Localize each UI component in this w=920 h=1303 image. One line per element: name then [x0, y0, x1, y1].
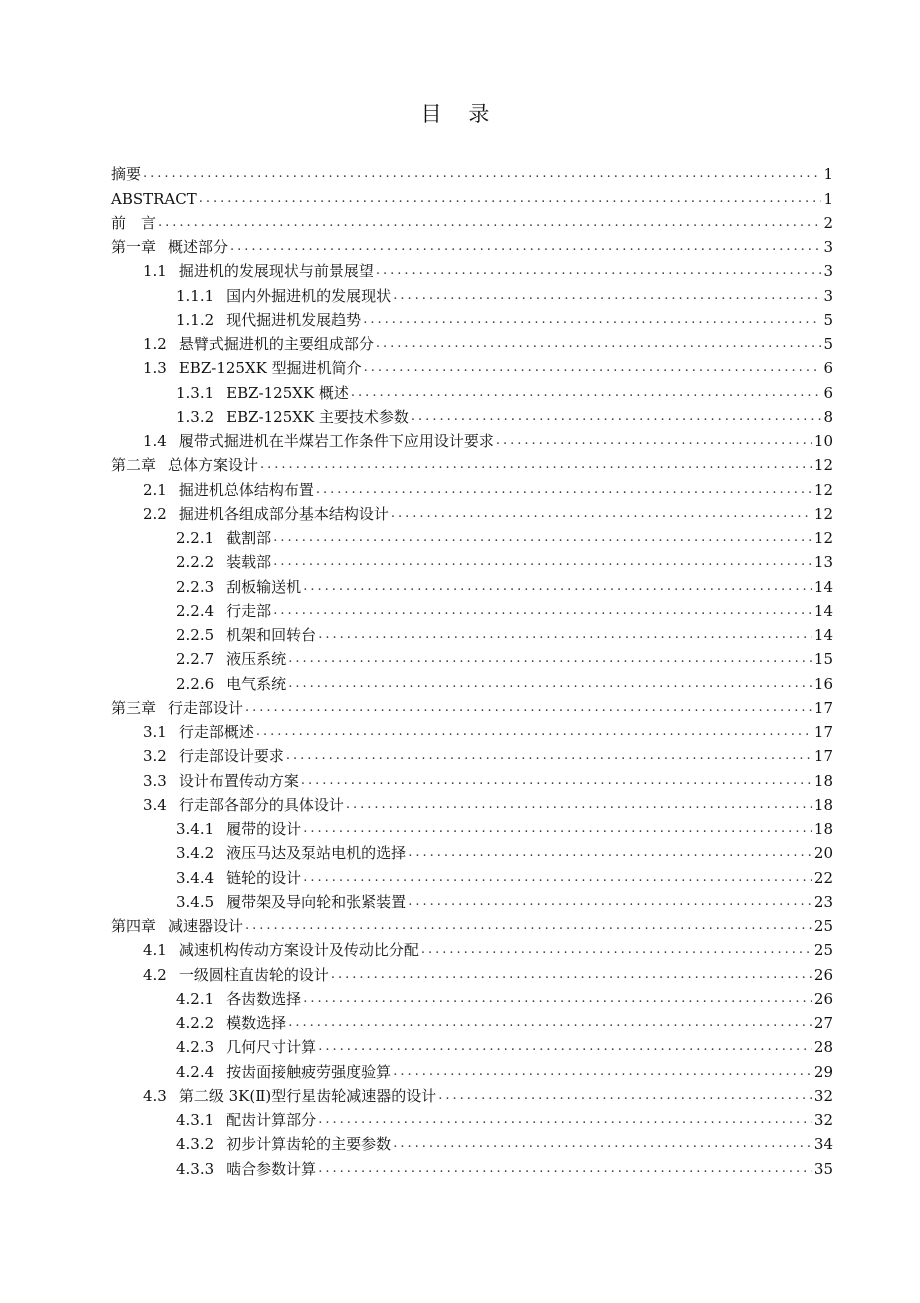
toc-entry-number: 第三章 — [111, 698, 157, 717]
toc-entry[interactable] — [111, 354, 833, 378]
toc-entry-label: 设计布置传动方案 — [178, 771, 299, 790]
toc-entry[interactable] — [111, 888, 833, 912]
toc-entry[interactable] — [111, 863, 833, 887]
toc-entry-number: 3.2 — [143, 747, 167, 766]
toc-entry-number: 3.4 — [143, 795, 167, 814]
toc-entry[interactable] — [111, 766, 833, 790]
toc-entry-number: 第二章 — [111, 456, 157, 475]
dot-leader — [393, 1062, 812, 1082]
toc-entry-page: 29 — [813, 1062, 833, 1081]
toc-entry-number: 2.2.3 — [176, 577, 215, 596]
toc-entry-number: 第一章 — [111, 238, 157, 256]
toc-title: 目 录 — [420, 102, 500, 126]
toc-entry[interactable] — [111, 791, 833, 815]
toc-entry-page: 26 — [813, 965, 833, 984]
toc-entry-number: 4.3.2 — [176, 1135, 215, 1154]
toc-entry[interactable] — [111, 1009, 833, 1033]
dot-leader — [363, 310, 821, 330]
dot-leader — [318, 1159, 812, 1179]
toc-entry[interactable] — [111, 694, 833, 718]
toc-entry-page: 26 — [813, 989, 833, 1008]
toc-entry-page: 22 — [813, 868, 833, 887]
toc-entry-number: 2.2.4 — [176, 601, 215, 620]
dot-leader — [303, 989, 812, 1009]
dot-leader — [256, 722, 812, 742]
toc-entry-label: 啮合参数计算 — [226, 1159, 317, 1178]
toc-entry-page: 25 — [813, 917, 833, 935]
toc-entry-number: 3.1 — [143, 723, 167, 741]
toc-entry-label: 现代掘进机发展趋势 — [226, 310, 362, 329]
toc-entry-label: 截割部 — [226, 529, 272, 547]
dot-leader — [288, 674, 812, 694]
toc-entry[interactable] — [111, 1033, 833, 1057]
toc-entry-label: 概述部分 — [168, 238, 229, 256]
toc-entry-number: 4.2.1 — [176, 989, 215, 1008]
toc-entry-number: 4.1 — [143, 941, 167, 960]
dot-leader — [391, 504, 812, 524]
toc-entry-number: 1.4 — [143, 432, 167, 450]
toc-entry-page: 3 — [823, 262, 833, 281]
toc-entry-label: 减速器设计 — [168, 917, 244, 935]
toc-entry[interactable] — [111, 742, 833, 766]
toc-entry-page: 12 — [813, 480, 833, 499]
dot-leader — [288, 649, 812, 669]
dot-leader — [143, 164, 821, 184]
toc-entry-page: 18 — [813, 820, 833, 838]
dot-leader — [273, 601, 812, 621]
dot-leader — [408, 892, 812, 912]
toc-entry-label: 各齿数选择 — [226, 989, 302, 1008]
toc-entry-page: 34 — [813, 1135, 833, 1154]
toc-entry-page: 13 — [813, 553, 833, 572]
toc-entry-label: 前 言 — [111, 213, 157, 232]
dot-leader — [245, 698, 812, 718]
toc-entry[interactable] — [111, 548, 833, 572]
toc-entry[interactable] — [111, 475, 833, 499]
toc-entry-label: 初步计算齿轮的主要参数 — [226, 1135, 392, 1154]
dot-leader — [230, 237, 821, 257]
toc-entry-number: 3.4.5 — [176, 892, 215, 911]
toc-entry-label: 行走部 — [226, 601, 272, 620]
toc-entry-page: 10 — [813, 432, 833, 450]
toc-entry-page: 6 — [823, 359, 833, 378]
toc-entry-label: 行走部各部分的具体设计 — [178, 795, 344, 814]
dot-leader — [408, 843, 812, 863]
toc-entry[interactable] — [111, 1057, 833, 1081]
dot-leader — [303, 868, 812, 888]
dot-leader — [288, 1013, 812, 1033]
dot-leader — [376, 261, 822, 281]
toc-entry-label: EBZ-125XK 主要技术参数 — [226, 407, 409, 426]
toc-entry-label: 液压马达及泵站电机的选择 — [226, 844, 407, 863]
dot-leader — [158, 213, 821, 233]
toc-entry[interactable] — [111, 718, 833, 742]
toc-entry-page: 3 — [823, 238, 833, 256]
toc-entry-number: 2.2.6 — [176, 674, 215, 693]
toc-entry-number: 4.2.4 — [176, 1062, 215, 1081]
dot-leader — [303, 819, 812, 839]
toc-entry-page: 1 — [823, 189, 833, 208]
toc-entry[interactable] — [111, 160, 833, 184]
toc-entry-number: 1.1 — [143, 262, 167, 281]
toc-entry-page: 35 — [813, 1159, 833, 1178]
toc-entry-page: 12 — [813, 529, 833, 547]
dot-leader — [318, 625, 812, 645]
toc-entry-page: 23 — [813, 892, 833, 911]
dot-leader — [286, 746, 812, 766]
toc-entry[interactable] — [111, 306, 833, 330]
toc-entry-label: 摘要 — [111, 165, 142, 184]
dot-leader — [438, 1086, 812, 1106]
toc-entry-number: 3.4.4 — [176, 868, 215, 887]
toc-entry-label: 电气系统 — [226, 674, 287, 693]
toc-entry-page: 17 — [813, 698, 833, 717]
dot-leader — [364, 358, 822, 378]
toc-entry-label: 减速机构传动方案设计及传动比分配 — [178, 941, 419, 960]
toc-entry[interactable] — [111, 281, 833, 305]
toc-entry-number: 3.3 — [143, 771, 167, 790]
toc-entry[interactable] — [111, 257, 833, 281]
toc-entry-label: 链轮的设计 — [226, 868, 302, 887]
toc-entry-label: 履带的设计 — [226, 820, 302, 838]
toc-entry[interactable] — [111, 1082, 833, 1106]
toc-entry[interactable] — [111, 936, 833, 960]
dot-leader — [273, 552, 812, 572]
toc-entry-label: 履带式掘进机在半煤岩工作条件下应用设计要求 — [178, 432, 494, 450]
toc-entry-page: 14 — [813, 601, 833, 620]
toc-entry-page: 8 — [823, 407, 833, 426]
toc-entry-page: 5 — [823, 310, 833, 329]
toc-entry-number: 2.2.7 — [176, 650, 215, 669]
toc-entry-number: 1.1.1 — [176, 286, 215, 305]
toc-entry-label: 几何尺寸计算 — [226, 1038, 317, 1057]
toc-entry-number: 4.2.3 — [176, 1038, 215, 1057]
toc-entry-label: 掘进机总体结构布置 — [178, 480, 314, 499]
toc-entry[interactable] — [111, 985, 833, 1009]
toc-entry[interactable] — [111, 1106, 833, 1130]
toc-entry-label: EBZ-125XK 概述 — [226, 383, 349, 402]
toc-entry-page: 27 — [813, 1014, 833, 1032]
dot-leader — [421, 940, 812, 960]
dot-leader — [316, 480, 812, 500]
dot-leader — [301, 771, 812, 791]
toc-entry-number: 4.3.1 — [176, 1111, 215, 1129]
toc-entry-number: 第四章 — [111, 917, 157, 935]
toc-entry[interactable] — [111, 500, 833, 524]
toc-entry[interactable] — [111, 669, 833, 693]
toc-entry-page: 28 — [813, 1038, 833, 1057]
toc-entry-page: 12 — [813, 504, 833, 523]
toc-entry-label: 第二级 3K(Ⅱ)型行星齿轮减速器的设计 — [178, 1086, 437, 1105]
toc-entry-number: 2.2.1 — [176, 529, 215, 547]
toc-entry[interactable] — [111, 597, 833, 621]
toc-entry[interactable] — [111, 960, 833, 984]
toc-entry-page: 2 — [823, 213, 833, 232]
toc-entry-number: 2.1 — [143, 480, 167, 499]
dot-leader — [318, 1110, 812, 1130]
toc-entry-page: 20 — [813, 844, 833, 863]
toc-entry-number: 1.1.2 — [176, 310, 215, 329]
toc-entry-page: 15 — [813, 650, 833, 669]
toc-entry[interactable] — [111, 403, 833, 427]
toc-entry-label: 一级圆柱直齿轮的设计 — [178, 965, 329, 984]
toc-entry-label: 液压系统 — [226, 650, 287, 669]
toc-entry-page: 17 — [813, 723, 833, 741]
toc-entry-label: 掘进机各组成部分基本结构设计 — [178, 504, 389, 523]
toc-entry[interactable] — [111, 451, 833, 475]
toc-entry[interactable] — [111, 330, 833, 354]
dot-leader — [393, 286, 821, 306]
toc-entry-number: 4.2 — [143, 965, 167, 984]
toc-entry[interactable] — [111, 839, 833, 863]
dot-leader — [260, 455, 812, 475]
toc-entry-label: ABSTRACT — [111, 189, 197, 208]
toc-entry-page: 18 — [813, 771, 833, 790]
toc-entry-number: 1.3.1 — [176, 383, 215, 402]
dot-leader — [496, 431, 812, 451]
toc-entry-number: 4.3 — [143, 1086, 167, 1105]
dot-leader — [318, 1037, 812, 1057]
dot-leader — [303, 577, 812, 597]
toc-entry-number: 4.3.3 — [176, 1159, 215, 1178]
toc-entry[interactable] — [111, 1154, 833, 1178]
dot-leader — [331, 965, 812, 985]
toc-entry-label: 履带架及导向轮和张紧装置 — [226, 892, 407, 911]
toc-entry-number: 2.2.5 — [176, 626, 215, 644]
toc-entry-label: 行走部设计 — [168, 698, 244, 717]
toc-entry-page: 5 — [823, 335, 833, 353]
dot-leader — [411, 407, 822, 427]
toc-entry-page: 32 — [813, 1111, 833, 1129]
toc-entry-label: 国内外掘进机的发展现状 — [226, 286, 392, 305]
toc-entry-number: 2.2.2 — [176, 553, 215, 572]
toc-entry[interactable] — [111, 524, 833, 548]
toc-entry-page: 1 — [823, 165, 833, 184]
toc-entry-number: 1.2 — [143, 335, 167, 353]
toc-entry-page: 3 — [823, 286, 833, 305]
dot-leader — [376, 334, 822, 354]
toc-entry-number: 3.4.1 — [176, 820, 215, 838]
dot-leader — [351, 383, 822, 403]
toc-entry-page: 32 — [813, 1086, 833, 1105]
toc-entry[interactable] — [111, 209, 833, 233]
toc-entry-page: 14 — [813, 626, 833, 644]
dot-leader — [393, 1134, 812, 1154]
toc-entry-label: 总体方案设计 — [168, 456, 259, 475]
toc-entry[interactable] — [111, 1130, 833, 1154]
toc-entry-page: 18 — [813, 795, 833, 814]
toc-entry-label: 模数选择 — [226, 1014, 287, 1032]
toc-entry-label: 装载部 — [226, 553, 272, 572]
toc-entry-number: 1.3.2 — [176, 407, 215, 426]
toc-entry-page: 14 — [813, 577, 833, 596]
table-of-contents — [111, 160, 833, 1179]
toc-entry[interactable] — [111, 645, 833, 669]
toc-entry-page: 25 — [813, 941, 833, 960]
toc-entry[interactable] — [111, 184, 833, 208]
toc-entry-label: 行走部概述 — [178, 723, 254, 741]
toc-entry[interactable] — [111, 621, 833, 645]
dot-leader — [245, 916, 812, 936]
toc-entry[interactable] — [111, 815, 833, 839]
toc-entry[interactable] — [111, 572, 833, 596]
toc-entry-label: 机架和回转台 — [226, 626, 317, 644]
dot-leader — [199, 189, 822, 209]
toc-entry-label: EBZ-125XK 型掘进机简介 — [178, 359, 362, 378]
toc-entry-label: 刮板输送机 — [226, 577, 302, 596]
toc-entry-number: 4.2.2 — [176, 1014, 215, 1032]
dot-leader — [273, 528, 812, 548]
toc-entry[interactable] — [111, 233, 833, 257]
toc-entry[interactable] — [111, 427, 833, 451]
toc-entry-number: 3.4.2 — [176, 844, 215, 863]
toc-entry-label: 悬臂式掘进机的主要组成部分 — [178, 335, 374, 353]
toc-entry-page: 17 — [813, 747, 833, 766]
toc-entry[interactable] — [111, 378, 833, 402]
toc-entry-page: 16 — [813, 674, 833, 693]
toc-entry-number: 2.2 — [143, 504, 167, 523]
toc-entry-label: 掘进机的发展现状与前景展望 — [178, 262, 374, 281]
toc-entry-number: 1.3 — [143, 359, 167, 378]
toc-entry-label: 行走部设计要求 — [178, 747, 284, 766]
dot-leader — [346, 795, 812, 815]
toc-entry-label: 配齿计算部分 — [226, 1111, 317, 1129]
toc-entry-page: 6 — [823, 383, 833, 402]
toc-entry-page: 12 — [813, 456, 833, 475]
toc-entry[interactable] — [111, 912, 833, 936]
toc-entry-label: 按齿面接触疲劳强度验算 — [226, 1062, 392, 1081]
